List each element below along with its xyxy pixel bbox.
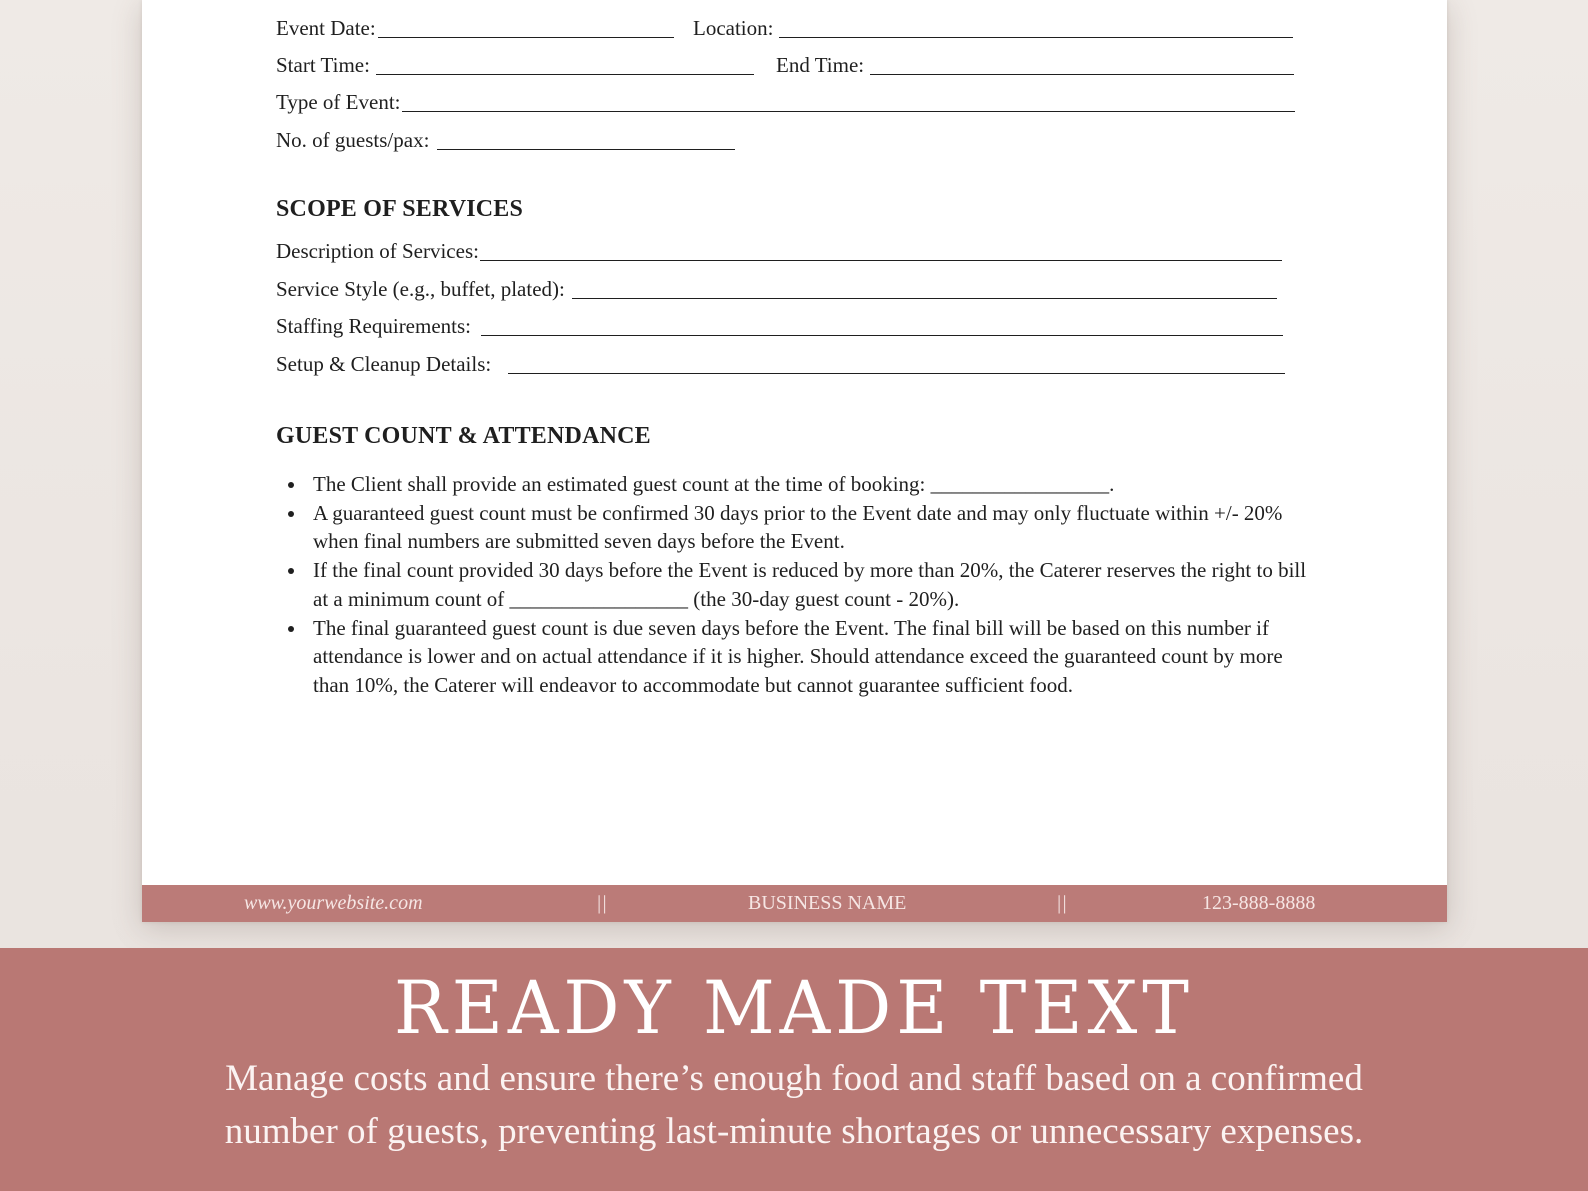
banner-description — [0, 1052, 1588, 1158]
event-date-label: Event Date: — [276, 16, 376, 40]
bullet-icon — [288, 482, 294, 488]
document-footer — [142, 885, 1447, 922]
location-label: Location: — [693, 16, 774, 40]
bullet-text: If the final count provided 30 days before the Event is reduced by more than 20%, the Caterer reserves the right to bill at a minimum count of _________________ (the 30-day guest count - 20%). — [313, 558, 1307, 611]
bullet-text: The Client shall provide an estimated guest count at the time of booking: _________________. — [313, 472, 1115, 496]
staffing-row — [276, 308, 1283, 338]
staffing-label: Staffing Requirements: — [276, 314, 471, 338]
service-style-line — [572, 278, 1277, 299]
type-of-event-label: Type of Event: — [276, 90, 401, 114]
footer-separator: || — [596, 892, 607, 914]
banner-description-line: Manage costs and ensure there’s enough food and staff based on a confirmed — [225, 1058, 1363, 1099]
service-style-label: Service Style (e.g., buffet, plated): — [276, 277, 565, 301]
guests-line — [437, 129, 735, 150]
bullet-icon — [288, 568, 294, 574]
document-page — [142, 0, 1447, 922]
description-row — [276, 233, 1282, 263]
setup-row — [276, 346, 1285, 376]
footer-phone: 123-888-8888 — [1202, 892, 1316, 914]
banner-description-line: number of guests, preventing last-minute shortages or unnecessary expenses. — [224, 1111, 1364, 1152]
guests-label: No. of guests/pax: — [276, 128, 430, 152]
bullet-icon — [288, 626, 294, 632]
footer-separator: || — [1056, 892, 1067, 914]
bullet-text: The final guaranteed guest count is due seven days before the Event. The final bill will be based on this number if attendance is lower and on actual attendance if it is higher. Should attendance exceed the guaranteed count by more than 10%, the Caterer will endeavor to accommodate but cannot guarantee sufficient food. — [313, 615, 1283, 697]
guests-row — [276, 122, 735, 152]
end-time-label: End Time: — [776, 53, 865, 77]
start-time-row — [276, 47, 754, 77]
guest-count-heading: GUEST COUNT & ATTENDANCE — [276, 423, 651, 449]
list-item — [276, 614, 1323, 700]
end-time-line — [870, 54, 1294, 75]
description-label: Description of Services: — [276, 239, 479, 263]
banner-title: READY MADE TEXT — [394, 964, 1194, 1052]
guest-count-list — [276, 470, 1456, 700]
start-time-line — [376, 54, 754, 75]
bullet-text: A guaranteed guest count must be confirmed 30 days prior to the Event date and may only fluctuate within +/- 20% when final numbers are submitted seven days before the Event. — [313, 500, 1283, 554]
description-line — [480, 240, 1282, 261]
end-time-row — [776, 47, 1294, 77]
list-item — [276, 556, 1323, 613]
location-row — [693, 10, 1293, 40]
setup-line — [508, 353, 1285, 374]
scope-heading: SCOPE OF SERVICES — [276, 196, 524, 222]
event-date-row — [276, 10, 674, 40]
type-of-event-row — [276, 84, 1295, 114]
bullet-icon — [288, 511, 294, 517]
event-date-line — [378, 17, 674, 38]
list-item — [276, 470, 1323, 499]
location-line — [779, 17, 1293, 38]
promo-banner — [0, 948, 1588, 1191]
staffing-line — [481, 315, 1283, 336]
footer-website: www.yourwebsite.com — [244, 892, 423, 914]
type-of-event-line — [402, 91, 1295, 112]
setup-label: Setup & Cleanup Details: — [276, 352, 492, 376]
start-time-label: Start Time: — [276, 53, 370, 77]
footer-business-name: BUSINESS NAME — [748, 892, 907, 914]
service-style-row — [276, 271, 1277, 301]
list-item — [276, 499, 1323, 556]
